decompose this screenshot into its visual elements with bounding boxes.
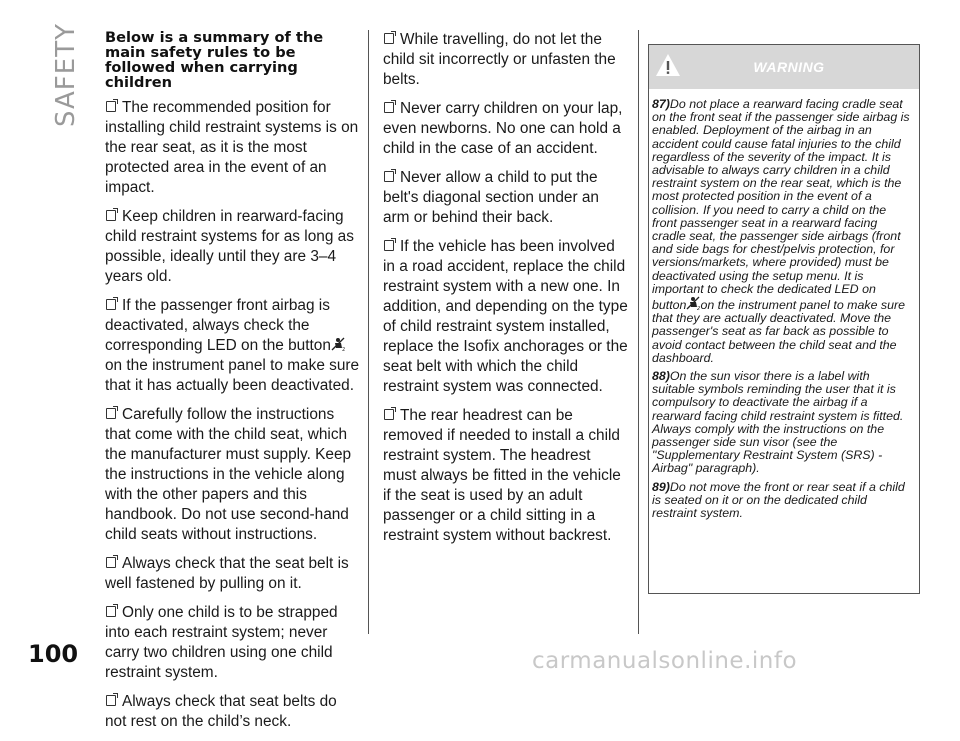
section-tab-label: SAFETY <box>51 23 82 127</box>
section-tab <box>48 23 84 127</box>
bullet-paragraph: While travelling, do not let the child sit incorrectly or unfasten the belts. <box>383 31 616 88</box>
column-left <box>105 30 361 741</box>
page-number: 100 <box>28 640 79 668</box>
bullet-paragraph: Always check that seat belts do not rest on the child’s neck. <box>105 693 337 730</box>
column-middle <box>383 30 628 555</box>
bullet-paragraph: The recommended position for installing child restraint systems is on the rear seat, as it is the most protected area in the event of an impact. <box>105 99 359 196</box>
bullet-paragraph: If the vehicle has been involved in a road accident, replace the child restraint system with a new one. In addition, and depending on the type of child restraint system installed, replace the Isofix anchorages or the seat belt with which the child restraint system was connected. <box>383 238 628 395</box>
svg-text:2: 2 <box>697 306 701 311</box>
column-divider <box>368 30 369 634</box>
watermark: carmanualsonline.info <box>532 648 798 674</box>
passenger-airbag-off-icon <box>686 296 700 310</box>
bullet-paragraph: Only one child is to be strapped into each restraint system; never carry two children using one child restraint system. <box>105 604 338 681</box>
bullet-icon <box>106 299 116 310</box>
bullet-paragraph: Carefully follow the instructions that come with the child seat, which the manufacturer must supply. Keep the instructions in the vehicle along with the other papers and this handbook. Do not use second-hand child seats without instructions. <box>105 406 352 543</box>
warning-body <box>649 89 919 520</box>
bullet-icon <box>106 210 116 221</box>
warning-box <box>648 44 920 594</box>
bullet-paragraph: Never allow a child to put the belt's diagonal section under an arm or behind their back. <box>383 169 599 226</box>
bullet-icon <box>106 408 116 419</box>
bullet-paragraph: If the passenger front airbag is deactivated, always check the corresponding LED on the button 2 on the instrument panel to make sure that it has actually been deactivated. <box>105 297 360 394</box>
bullet-icon <box>384 409 394 420</box>
warning-item: 88)On the sun visor there is a label with suitable symbols reminding the user that it is compulsory to deactivate the airbag if a rearward facing child restraint system is fitted. Always comply with the instructions on the passenger side sun visor (see the "Supplementary Restraint System (SRS) - Airbag" paragraph). <box>652 369 904 476</box>
svg-text:2: 2 <box>341 347 345 351</box>
bullet-paragraph: Never carry children on your lap, even newborns. No one can hold a child in the case of an accident. <box>383 100 623 157</box>
warning-title: WARNING <box>753 59 825 75</box>
bullet-icon <box>384 240 394 251</box>
warning-item: 87)Do not place a rearward facing cradle seat on the front seat if the passenger side airbag is enabled. Deployment of the airbag in an accident could cause fatal injuries to the child regardless of the severity of the impact. It is advisable to always carry children in a child restraint system on the rear seat, which is the most protected position in the event of a collision. If you need to carry a child on the front passenger seat in a rearward facing cradle seat, the passenger side airbags (front and side bags for chest/pelvis protection, for versions/markets, where provided) must be deactivated using the setup menu. It is important to check the dedicated LED on button 2 on the instrument panel to make sure that they are actually deactivated. Move the passenger's seat as far back as possible to avoid contact between the child seat and the dashboard. <box>652 97 910 365</box>
warning-item: 89)Do not move the front or rear seat if a child is seated on it or on the dedicated child restraint system. <box>652 479 905 521</box>
section-heading: Below is a summary of the main safety rules to be followed when carrying children <box>105 29 324 91</box>
bullet-paragraph: Always check that the seat belt is well fastened by pulling on it. <box>105 555 349 592</box>
column-divider <box>638 30 639 634</box>
bullet-icon <box>106 101 116 112</box>
bullet-icon <box>384 171 394 182</box>
warning-triangle-icon <box>655 53 681 77</box>
passenger-airbag-off-icon <box>331 337 345 351</box>
bullet-icon <box>106 606 116 617</box>
bullet-icon <box>384 102 394 113</box>
bullet-paragraph: The rear headrest can be removed if needed to install a child restraint system. The headrest must always be fitted in the vehicle if the seat is used by an adult passenger or a child sitting in a restraint system without backrest. <box>383 407 621 544</box>
bullet-paragraph: Keep children in rearward-facing child restraint systems for as long as possible, ideally until they are 3–4 years old. <box>105 208 354 285</box>
bullet-icon <box>384 33 394 44</box>
bullet-icon <box>106 695 116 706</box>
warning-header <box>649 45 919 89</box>
bullet-icon <box>106 557 116 568</box>
